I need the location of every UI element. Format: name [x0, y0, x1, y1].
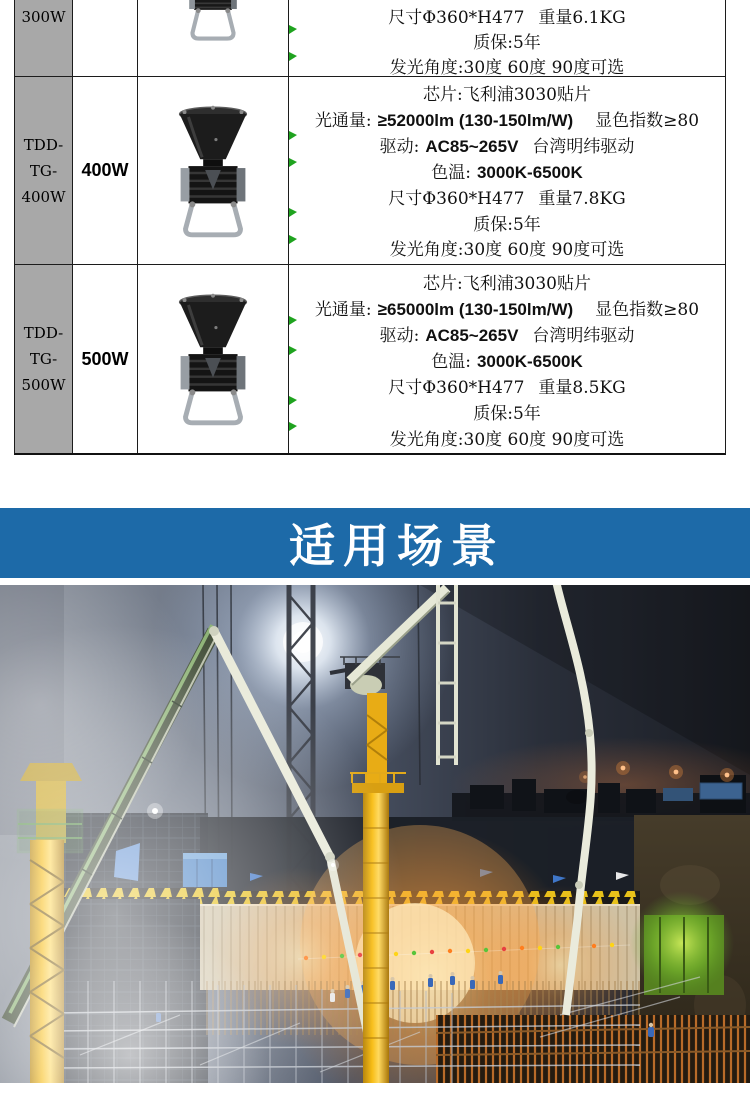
- spec-cct: 色温: 3000K-6500K: [431, 351, 583, 372]
- spec-driver: 驱动: AC85~265V 台湾明纬驱动: [379, 325, 635, 346]
- spec-size-weight: 尺寸Φ360*H477 重量6.1KG: [388, 8, 626, 28]
- section-banner: [0, 508, 750, 578]
- spec-table: [14, 0, 726, 455]
- product-image-400w: [159, 100, 267, 242]
- model-cell-300w: [15, 0, 73, 77]
- specs-cell-400w: [289, 77, 725, 265]
- model-line: TDD-: [23, 135, 64, 154]
- section-banner-title: 适用场景: [289, 520, 505, 572]
- spec-warranty: 质保:5年: [473, 403, 541, 424]
- cell-flag-icon: [289, 158, 297, 167]
- spec-warranty: 质保:5年: [473, 33, 541, 53]
- spec-cct: 色温: 3000K-6500K: [431, 162, 583, 183]
- specs-cell-500w: [289, 265, 725, 453]
- product-image-500w: [159, 288, 267, 430]
- scene-photo-construction-site: [0, 585, 750, 1083]
- image-cell-500w: [138, 265, 289, 453]
- wattage-text: 400W: [81, 160, 129, 180]
- model-cell-400w: [15, 77, 73, 265]
- spec-size-weight: 尺寸Φ360*H477 重量7.8KG: [388, 188, 626, 209]
- model-line: 400W: [21, 187, 66, 206]
- cell-flag-icon: [289, 25, 297, 34]
- green-lit-wall: [630, 891, 734, 995]
- model-line: TG-: [29, 161, 58, 180]
- spec-beam-angle: 发光角度:30度 60度 90度可选: [389, 58, 625, 77]
- model-text: 300W: [21, 8, 66, 26]
- wattage-cell-300w: [73, 0, 138, 77]
- spec-luminous-flux: 光通量: ≥65000lm (130-150lm/W) 显色指数≥80: [314, 299, 700, 320]
- wattage-cell-400w: [73, 77, 138, 265]
- spec-beam-angle: 发光角度:30度 60度 90度可选: [389, 429, 625, 450]
- construction-night-scene: [0, 585, 750, 1083]
- model-line: TDD-: [23, 324, 64, 342]
- spec-driver: 驱动: AC85~265V 台湾明纬驱动: [379, 137, 635, 158]
- model-line: TG-: [29, 350, 58, 368]
- spec-size-weight: 尺寸Φ360*H477 重量8.5KG: [388, 377, 626, 398]
- wattage-cell-500w: [73, 265, 138, 453]
- cell-flag-icon: [289, 52, 297, 61]
- specs-cell-300w: [289, 0, 725, 77]
- spec-beam-angle: 发光角度:30度 60度 90度可选: [389, 240, 625, 261]
- wattage-text: 500W: [81, 348, 129, 369]
- cell-flag-icon: [289, 396, 297, 405]
- cell-flag-icon: [289, 235, 297, 244]
- model-line: 500W: [21, 376, 66, 394]
- cell-flag-icon: [289, 346, 297, 355]
- product-image-300w-bottom: [165, 0, 261, 46]
- cell-flag-icon: [289, 131, 297, 140]
- cell-flag-icon: [289, 208, 297, 217]
- spec-luminous-flux: 光通量: ≥52000lm (130-150lm/W) 显色指数≥80: [314, 111, 700, 132]
- spec-warranty: 质保:5年: [473, 214, 541, 235]
- spec-chip: 芯片:飞利浦3030贴片: [423, 85, 591, 106]
- image-cell-400w: [138, 77, 289, 265]
- image-cell-300w: [138, 0, 289, 77]
- cell-flag-icon: [289, 316, 297, 325]
- model-cell-500w: [15, 265, 73, 453]
- spec-chip: 芯片:飞利浦3030贴片: [423, 273, 591, 294]
- cell-flag-icon: [289, 422, 297, 431]
